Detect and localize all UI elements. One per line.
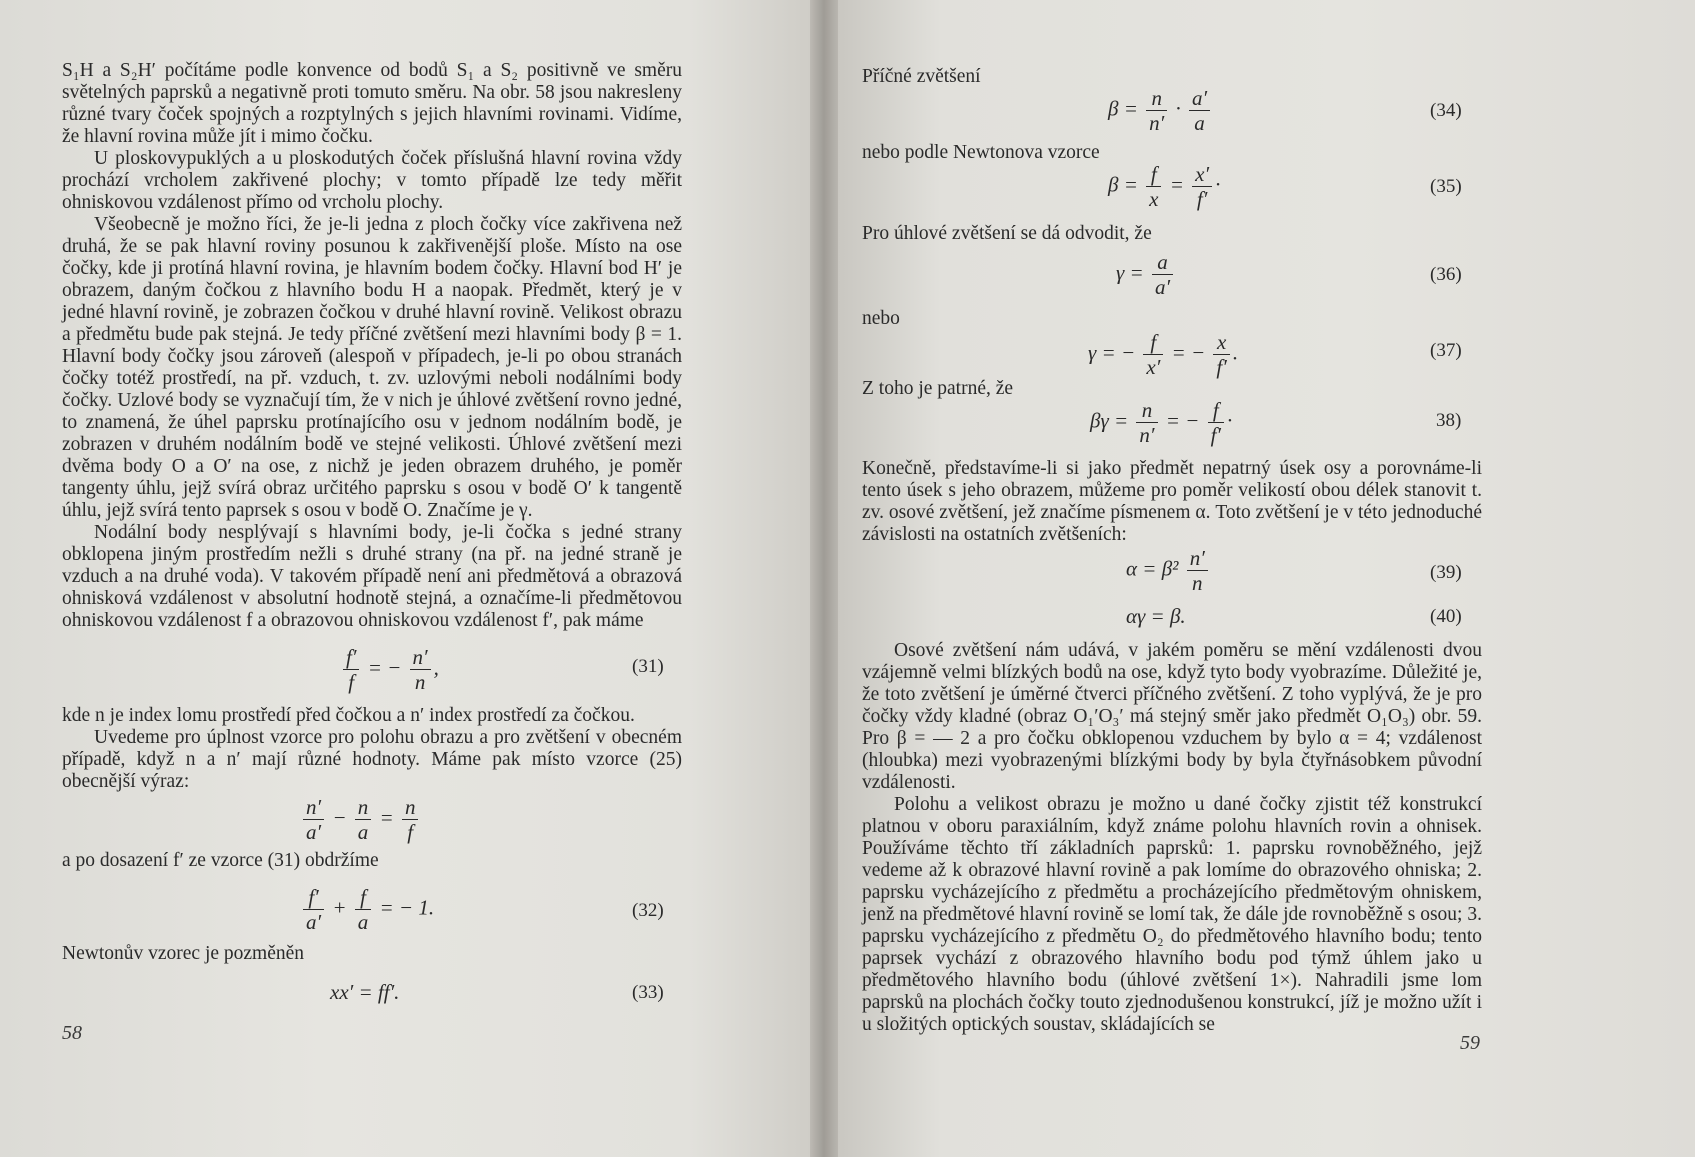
equation-39: α = β² $\frac{n'}{n}$ [1126, 546, 1211, 595]
left-after-general: a po dosazení f′ ze vzorce (31) obdržíme [62, 850, 379, 871]
equation-39-number: (39) [1430, 562, 1462, 583]
equation-36: γ = $\frac{a}{a'}$ [1116, 250, 1176, 299]
left-page-number: 58 [62, 1022, 82, 1044]
right-paragraph-axial-2: Osové zvětšení nám udává, v jakém poměru se mění vzdálenosti dvou vzájemně velmi blízkých bodů na ose, když tyto body vyobrazíme. Důležité je, že toto zvětšení je úměrné čtverci příčného zvětšení. Z toho vyplývá, že je pro čočky vždy kladné (obraz O₁′O₃′ má stejný směr jako předmět O₁O₃) obr. 59. Pro β = — 2 a pro čočku obklopenou vzduchem by bylo α = 4; vzdálenost (hloubka) mezi vyobrazenými blízkými body by byla čtyřnásobkem původní vzdálenosti. [862, 640, 1482, 793]
equation-40: αγ = β. [1126, 604, 1186, 628]
equation-general: $\frac{n'}{a'}$ − $\frac{n}{a}$ = $\frac{n}{f}$ [300, 795, 421, 844]
label-evident: Z toho je patrné, že [862, 378, 1014, 399]
equation-34-number: (34) [1430, 100, 1462, 121]
equation-35: β = $\frac{f}{x}$ = $\frac{x'}{f'}$ · [1108, 162, 1221, 211]
equation-38-number: 38) [1436, 410, 1462, 431]
equation-32-number: (32) [632, 900, 664, 921]
label-transverse: Příčné zvětšení [862, 66, 981, 87]
label-angular: Pro úhlové zvětšení se dá odvodit, že [862, 223, 1152, 244]
equation-35-number: (35) [1430, 176, 1462, 197]
equation-37: γ = − $\frac{f}{x'}$ = − $\frac{x}{f'}$ . [1088, 330, 1239, 379]
equation-34: β = $\frac{n}{n'}$ · $\frac{a'}{a}$ [1108, 86, 1213, 135]
left-after-31: kde n je index lomu prostředí před čočkou a n′ index prostředí za čočkou. Uvedeme pro úplnost vzorce pro polohu obrazu a pro zvětšení v obecném případě, když n a n′ mají různé hodnoty. Máme pak místo vzorce (25) obecnější výraz: [62, 705, 682, 792]
equation-33-number: (33) [632, 982, 664, 1003]
equation-40-number: (40) [1430, 606, 1462, 627]
equation-36-number: (36) [1430, 264, 1462, 285]
label-or: nebo [862, 308, 900, 329]
left-paragraph-general: Uvedeme pro úplnost vzorce pro polohu obrazu a pro zvětšení v obecném případě, když n a n′ mají různé hodnoty. Máme pak místo vzorce (25) obecnější výraz: [62, 727, 682, 792]
right-paragraph-axial: Konečně, představíme-li si jako předmět nepatrný úsek osy a porovnáme-li tento úsek s jeho obrazem, můžeme pro poměr velikostí obou délek stanovit t. zv. osové zvětšení, jež značíme písmenem α. Toto zvětšení je v této jednoduché závislosti na ostatních zvětšeních: [862, 458, 1483, 545]
left-paragraph-2: U ploskovypuklých a u ploskodutých čoček příslušná hlavní rovina vždy prochází vrcholem zakřivené plochy; v tomto případě lze tedy měřit ohniskovou vzdálenost přímo od vrcholu plochy. [62, 148, 682, 213]
right-page [838, 0, 1695, 1157]
left-newton-text: Newtonův vzorec je pozměněn [62, 943, 305, 964]
equation-31-number: (31) [632, 656, 664, 677]
label-newton: nebo podle Newtonova vzorce [862, 142, 1100, 163]
left-page [0, 0, 810, 1157]
right-paragraph-construct: Polohu a velikost obrazu je možno u dané čočky zjistit též konstrukcí platnou v oboru paraxiálním, když známe polohu hlavních rovin a ohnisek. Používáme těchto tří základních paprsků: 1. paprsku rovnoběžného, jejž vedeme až k obrazové hlavní rovině a pak lomíme do obrazového ohniska; 2. paprsku vycházejícího z předmětu a procházejícího předmětovým ohniskem, jenž na předmětové hlavní rovině se lomí tak, že dále jde rovnoběžně s osou; 3. paprsku vycházejícího z předmětu O₂ do předmětového hlavního bodu; tento paprsek vychází z obrazového hlavního bodu pod týmž úhlem jako u předmětového hlavního bodu (úhlové zvětšení 1×). Nahradili jsme lom paprsků na plochách čočky touto zjednodušenou konstrukcí, jíž je možno užít i u složitých optických soustav, skládajících se [862, 794, 1482, 1035]
left-paragraph-1: S₁H a S₂H′ počítáme podle konvence od bodů S₁ a S₂ positivně ve směru světelných paprsků a negativně proti tomuto směru. Na obr. 58 jsou nakresleny různé tvary čoček spojných a rozptylných s jejich hlavními rovinami. Vidíme, že hlavní rovina může jít i mimo čočku. [62, 60, 682, 147]
left-paragraph-4: Nodální body nesplývají s hlavními body, je-li čočka s jedné strany obklopena jiným prostředím nežli s druhé strany (na př. na jedné straně je vzduch a na druhé voda). V takovém případě není ani předmětová a obrazová ohnisková vzdálenost v absolutní hodnotě stejná, a označíme-li předmětovou ohniskovou vzdálenost f a obrazovou ohniskovou vzdálenost f′, pak máme [62, 522, 682, 631]
left-text-block [62, 60, 682, 632]
equation-37-number: (37) [1430, 340, 1462, 361]
right-page-number: 59 [1460, 1032, 1480, 1054]
equation-31: $\frac{f'}{f}$ = − $\frac{n'}{n}$ , [340, 645, 439, 694]
equation-38: βγ = $\frac{n}{n'}$ = − $\frac{f}{f'}$ · [1090, 398, 1233, 447]
equation-32: $\frac{f'}{a'}$ + $\frac{f}{a}$ = − 1. [300, 885, 434, 934]
equation-33: xx′ = ff′. [330, 980, 400, 1004]
right-text-block [862, 640, 1482, 1036]
book-gutter [810, 0, 838, 1157]
left-paragraph-3: Všeobecně je možno říci, že je-li jedna z ploch čočky více zakřivena než druhá, že se pak hlavní roviny posunou k zakřivenější ploše. Místo na ose čočky, kde ji protíná hlavní rovina, je hlavním bodem čočky. Hlavní bod H′ je obrazem, daným čočkou z hlavního bodu H a naopak. Předmět, který je v jedné hlavní rovině, je zobrazen čočkou v druhé hlavní rovině. Velikost obrazu a předmětu bude pak stejná. Je tedy příčné zvětšení mezi hlavními body β = 1. Hlavní body čočky jsou zároveň (alespoň v případech, je-li po obou stranách čočky totéž prostředí, na př. vzduch, t. zv. uzlovými neboli nodálními body čočky. Uzlové body se vyznačují tím, že v nich je úhlové zvětšení rovno jedné, to znamená, že úhel paprsku protínajícího osu v jednom nodálním bodě, je zobrazen v druhém nodálním bodě ve stejné velikosti. Úhlové zvětšení mezi dvěma body O a O′ na ose, z nichž je jeden obrazem druhého, je poměr tangenty úhlu, jejž svírá obraz určitého paprsku s osou v bodě O′ k tangentě úhlu, jejž svírá tento paprsek s osou v bodě O. Značíme je γ. [62, 214, 682, 521]
